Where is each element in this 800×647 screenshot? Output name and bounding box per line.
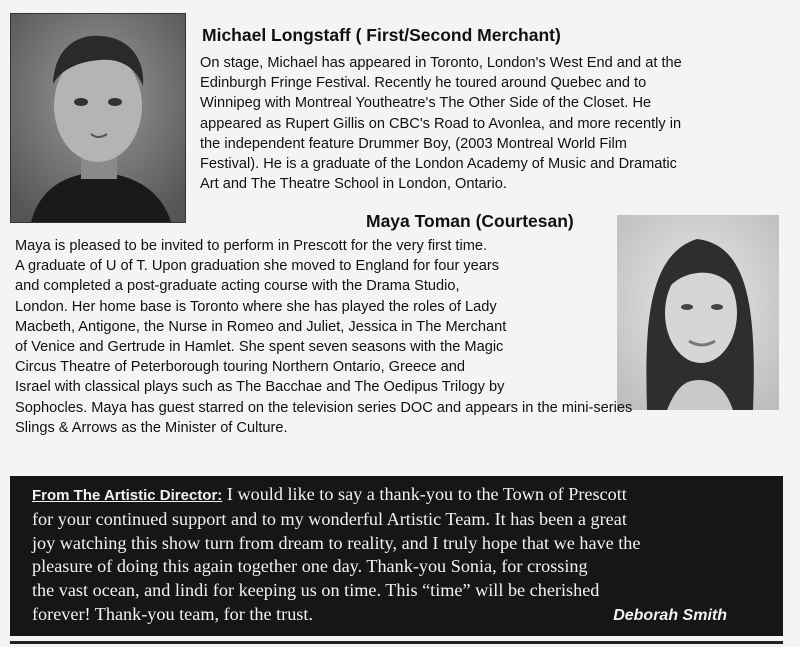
director-line: for your continued support and to my wonderful Artistic Team. It has been a great [32, 508, 627, 529]
director-line: pleasure of doing this again together one day. Thank-you Sonia, for crossing [32, 556, 588, 577]
bio-line: Sophocles. Maya has guest starred on the television series DOC and appears in the mini-series [15, 399, 633, 416]
michael-heading: Michael Longstaff ( First/Second Merchant) [202, 25, 561, 45]
bio-line: Festival). He is a graduate of the London Academy of Music and Dramatic [200, 156, 677, 173]
bio-line: A graduate of U of T. Upon graduation she moved to England for four years [15, 258, 500, 275]
bio-line: appeared as Rupert Gillis on CBC's Road to Avonlea, and more recently in [200, 115, 682, 132]
bio-line: and completed a post-graduate acting course with the Drama Studio, [15, 278, 460, 295]
bio-line: Circus Theatre of Peterborough touring Northern Ontario, Greece and [15, 359, 465, 376]
michael-bio [200, 53, 682, 194]
bio-line: Edinburgh Fringe Festival. Recently he toured around Quebec and to [200, 75, 647, 92]
bio-line: London. Her home base is Toronto where she has played the roles of Lady [15, 298, 497, 315]
director-text: I would like to say a thank-you to the Town of Prescott [222, 484, 627, 504]
michael-longstaff-photo [10, 13, 186, 223]
bio-line: Slings & Arrows as the Minister of Culture. [15, 419, 288, 436]
bio-line: Macbeth, Antigone, the Nurse in Romeo and Juliet, Jessica in The Merchant [15, 318, 507, 335]
bio-line: On stage, Michael has appeared in Toronto, London's West End and at the [200, 55, 682, 71]
bio-line: Winnipeg with Montreal Youtheatre's The Other Side of the Closet. He [200, 95, 652, 112]
bio-line: Israel with classical plays such as The Bacchae and The Oedipus Trilogy by [15, 379, 505, 396]
maya-toman-photo [617, 215, 779, 410]
director-label: From The Artistic Director: [32, 487, 223, 504]
director-line: forever! Thank-you team, for the trust. [32, 603, 313, 624]
bio-line: Art and The Theatre School in London, Ontario. [200, 176, 507, 193]
director-line: joy watching this show turn from dream to reality, and I truly hope that we have the [32, 532, 641, 553]
maya-bio [15, 236, 632, 438]
maya-heading: Maya Toman (Courtesan) [366, 211, 574, 231]
bio-line: Maya is pleased to be invited to perform in Prescott for the very first time. [15, 238, 488, 254]
director-line: the vast ocean, and lindi for keeping us on time. This “time” will be cherished [32, 580, 600, 601]
bio-line: of Venice and Gertrude in Hamlet. She spent seven seasons with the Magic [15, 339, 504, 356]
artistic-director-note [10, 476, 783, 636]
bottom-divider [10, 641, 783, 644]
bio-line: the independent feature Drummer Boy, (2003 Montreal World Film [200, 135, 627, 152]
director-first-line [32, 483, 783, 508]
director-signature: Deborah Smith [613, 607, 727, 624]
